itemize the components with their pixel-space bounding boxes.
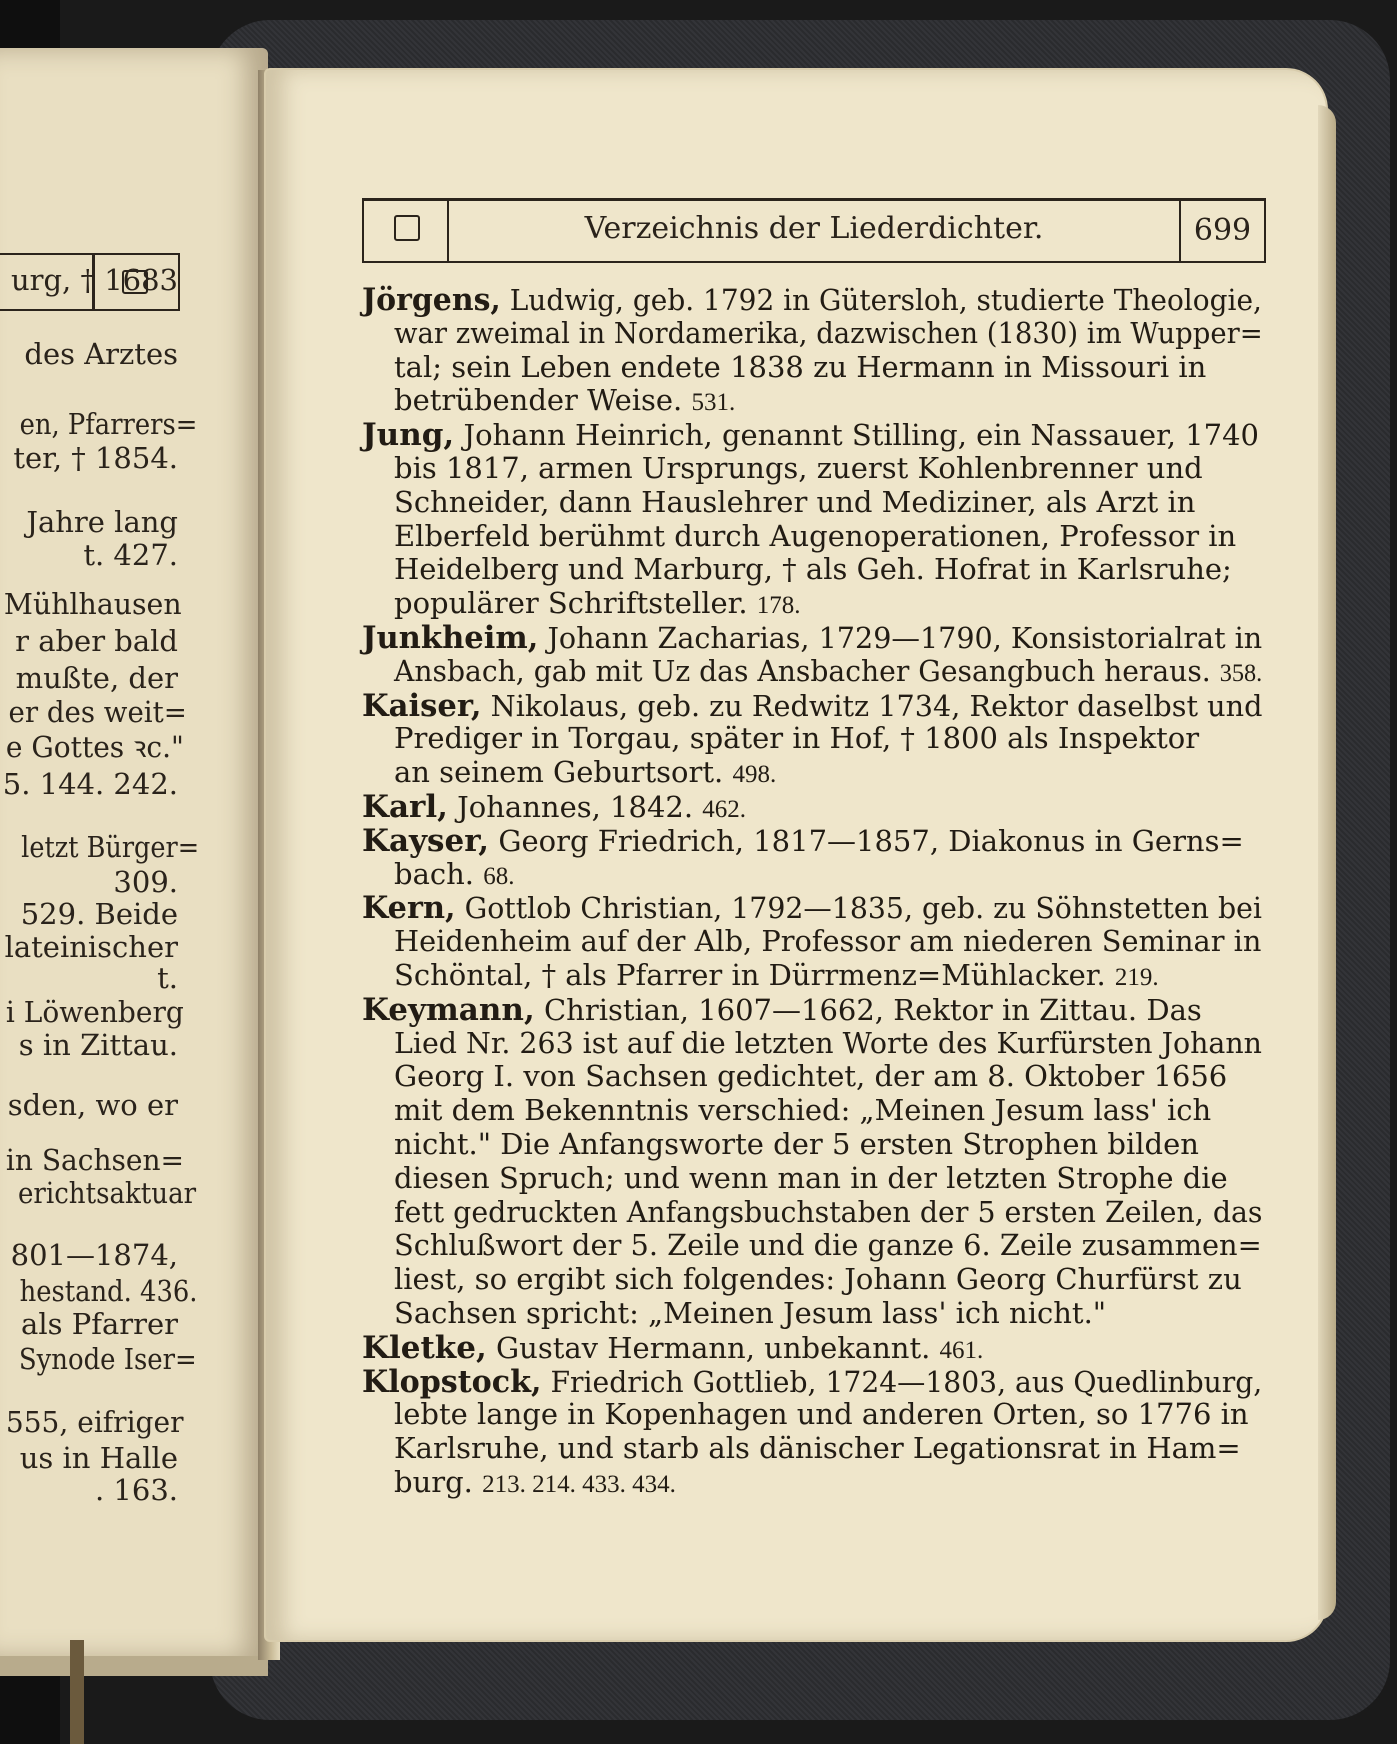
entry-text: Johann Heinrich, genannt Stilling, ein Nassauer, 1740 xyxy=(463,418,1259,453)
entry-name: Keymann, xyxy=(362,991,535,1028)
entry-text: liest, so ergibt sich folgendes: Johann Georg Churfürst zu xyxy=(394,1262,1242,1297)
entry-text: tal; sein Leben endete 1838 zu Hermann in Missouri in xyxy=(394,349,1207,384)
right-page-edge xyxy=(1318,105,1336,1620)
hymn-reference-numbers: 461. xyxy=(939,1336,984,1364)
left-page-line: t. xyxy=(157,961,178,995)
entry-text: nicht." Die Anfangsworte der 5 ersten Strophen bilden xyxy=(394,1127,1199,1161)
left-page-line: als Pfarrer xyxy=(21,1307,178,1341)
entry-text: diesen Spruch; und wenn man in der letzten Strophe die xyxy=(394,1160,1228,1195)
entry-line xyxy=(394,1397,1249,1432)
entry-line xyxy=(394,383,736,418)
entry-text: Christian, 1607—1662, Rektor in Zittau. Das xyxy=(543,992,1202,1027)
entry-first-line xyxy=(362,417,1259,454)
left-page-line: letzt Bürger= xyxy=(21,830,200,864)
entry-first-line xyxy=(362,687,1263,724)
entry-text: Johann Zacharias, 1729—1790, Konsistorialrat in xyxy=(547,621,1263,655)
entry-line xyxy=(394,586,801,621)
entry-name: Kern, xyxy=(362,890,456,927)
entry-line xyxy=(394,1296,1107,1330)
entry-text: Friedrich Gottlieb, 1724—1803, aus Quedlinburg, xyxy=(550,1364,1263,1399)
entry-name: Jörgens, xyxy=(362,282,501,318)
entry-line xyxy=(394,349,1207,384)
entry-first-line xyxy=(362,1363,1263,1400)
left-page-line: t. 427. xyxy=(83,538,178,572)
entry-text: Sachsen spricht: „Meinen Jesum lass' ich nicht." xyxy=(394,1296,1107,1330)
entry-text: lebte lange in Kopenhagen und anderen Orten, so 1776 in xyxy=(394,1397,1249,1432)
entry-text: Georg Friedrich, 1817—1857, Diakonus in Gerns= xyxy=(498,823,1244,858)
entry-line xyxy=(394,315,1263,350)
entry-text: mit dem Bekenntnis verschied: „Meinen Jesum lass' ich xyxy=(394,1093,1212,1128)
entry-text: Schlußwort der 5. Zeile und die ganze 6. Zeile zusammen= xyxy=(394,1228,1262,1263)
hymn-reference-numbers: 219. xyxy=(1114,964,1159,991)
entry-first-line xyxy=(362,1329,984,1366)
entry-line xyxy=(394,451,1203,485)
entry-text: Georg I. von Sachsen gedichtet, der am 8. Oktober 1656 xyxy=(394,1059,1228,1094)
entry-line xyxy=(394,1431,1241,1466)
entry-line xyxy=(394,924,1262,959)
left-page-line: en, Pfarrers= xyxy=(19,407,198,441)
left-page-line: 801—1874, xyxy=(10,1238,178,1272)
entry-first-line xyxy=(362,789,747,825)
entry-line xyxy=(394,484,1196,519)
left-page-line: erichtsaktuar xyxy=(17,1176,197,1210)
entry-line xyxy=(394,653,1263,688)
entry-text: Karlsruhe, und starb als dänischer Legationsrat in Ham= xyxy=(394,1431,1241,1466)
hymn-reference-numbers: 462. xyxy=(702,796,747,823)
entry-text: Heidenheim auf der Alb, Professor am niederen Seminar in xyxy=(394,924,1262,959)
page-header xyxy=(362,198,1266,263)
entry-line xyxy=(394,518,1237,553)
entry-line xyxy=(394,958,1159,992)
left-page-line: us in Halle xyxy=(19,1441,178,1475)
left-page-line: Synode Iser= xyxy=(18,1342,197,1376)
hymn-reference-numbers: 358. xyxy=(1219,659,1263,687)
entry-name: Kletke, xyxy=(362,1329,487,1366)
entry-name: Kaiser, xyxy=(362,687,482,724)
left-page-line: s in Zittau. xyxy=(18,1028,178,1062)
entry-line xyxy=(394,1025,1262,1060)
entry-text: burg. xyxy=(394,1465,473,1499)
entry-text: an seinem Geburtsort. xyxy=(394,755,724,790)
entry-line xyxy=(394,552,1232,587)
left-page-line: 529. Beide xyxy=(20,897,178,931)
entry-text: Heidelberg und Marburg, † als Geh. Hofrat in Karlsruhe; xyxy=(394,552,1232,587)
left-page-line: i Löwenberg xyxy=(5,995,184,1029)
entry-text: populärer Schriftsteller. xyxy=(394,586,748,621)
square-ornament-icon xyxy=(394,215,420,241)
hymn-reference-numbers: 178. xyxy=(756,592,801,620)
left-page-line: hestand. 436. xyxy=(19,1274,198,1308)
left-page-line: er des weit= xyxy=(8,695,187,729)
entry-first-line xyxy=(362,991,1202,1028)
entry-line xyxy=(394,721,1200,756)
entry-first-line xyxy=(362,282,1262,318)
hymn-reference-numbers: 213. 214. 433. 434. xyxy=(482,1471,676,1498)
entry-text: betrübender Weise. xyxy=(394,383,683,418)
entry-first-line xyxy=(362,890,1262,927)
entry-name: Klopstock, xyxy=(362,1363,542,1400)
entry-name: Kayser, xyxy=(362,822,490,859)
entry-text: Nikolaus, geb. zu Redwitz 1734, Rektor daselbst und xyxy=(490,688,1263,723)
left-page-line: lateinischer xyxy=(4,930,178,964)
entry-line xyxy=(394,1228,1262,1263)
entry-text: Ludwig, geb. 1792 in Gütersloh, studierte Theologie, xyxy=(509,283,1262,317)
left-page-line: urg, † 1683 xyxy=(10,263,178,297)
entry-line xyxy=(394,755,777,790)
entry-line xyxy=(394,1093,1212,1128)
entry-line xyxy=(394,1160,1228,1195)
entry-line xyxy=(394,1194,1263,1229)
entry-text: bis 1817, armen Ursprungs, zuerst Kohlenbrenner und xyxy=(394,451,1203,485)
left-page-line: 555, eifriger xyxy=(5,1405,184,1439)
hymn-reference-numbers: 498. xyxy=(732,761,777,789)
left-page-line: 5. 144. 242. xyxy=(2,767,178,801)
left-page-line: Mühlhausen xyxy=(3,587,182,621)
entry-text: war zweimal in Nordamerika, dazwischen (1830) im Wupper= xyxy=(394,315,1263,350)
left-page-line: mußte, der xyxy=(15,661,178,695)
left-page-line: Jahre lang xyxy=(26,505,178,539)
left-page-line: . 163. xyxy=(94,1473,178,1507)
hymn-reference-numbers: 531. xyxy=(691,389,736,417)
entry-line xyxy=(394,1127,1199,1161)
left-page-line: ter, † 1854. xyxy=(13,441,178,475)
left-page-line: sden, wo er xyxy=(7,1088,178,1122)
left-page-line: 309. xyxy=(113,865,178,899)
left-page-edge xyxy=(0,1656,268,1676)
entry-text: fett gedruckten Anfangsbuchstaben der 5 ersten Zeilen, das xyxy=(394,1194,1263,1229)
left-page-line: des Arztes xyxy=(24,337,178,371)
entry-name: Junkheim, xyxy=(362,620,539,656)
entry-line xyxy=(394,1465,676,1499)
entry-name: Jung, xyxy=(362,417,455,454)
entry-line xyxy=(394,1262,1242,1297)
entry-text: Johannes, 1842. xyxy=(457,790,694,824)
entry-text: Schöntal, † als Pfarrer in Dürrmenz=Mühlacker. xyxy=(394,958,1106,992)
entry-text: Schneider, dann Hauslehrer und Mediziner, als Arzt in xyxy=(394,484,1196,519)
left-page-line: e Gottes ꝛc." xyxy=(5,730,184,764)
left-page-line: in Sachsen= xyxy=(5,1143,185,1177)
entry-text: bach. xyxy=(394,856,474,891)
entry-line xyxy=(394,1059,1228,1094)
entry-text: Gottlob Christian, 1792—1835, geb. zu Söhnstetten bei xyxy=(464,891,1262,926)
page-number: 699 xyxy=(1193,213,1252,248)
entry-text: Elberfeld berühmt durch Augenoperationen, Professor in xyxy=(394,518,1237,553)
left-page xyxy=(0,48,268,1658)
entry-text: Prediger in Torgau, später in Hof, † 1800 als Inspektor xyxy=(394,721,1200,756)
page-title: Verzeichnis der Liederdichter. xyxy=(584,211,1044,246)
bookmark-ribbon xyxy=(70,1640,84,1744)
entry-text: Lied Nr. 263 ist auf die letzten Worte des Kurfürsten Johann xyxy=(394,1025,1262,1060)
entry-text: Ansbach, gab mit Uz das Ansbacher Gesangbuch heraus. xyxy=(394,653,1211,688)
entry-first-line xyxy=(362,822,1244,859)
hymn-reference-numbers: 68. xyxy=(483,862,515,890)
entry-line xyxy=(394,856,515,891)
entry-name: Karl, xyxy=(362,789,448,825)
left-page-line: r aber bald xyxy=(15,624,178,658)
entry-text: Gustav Hermann, unbekannt. xyxy=(495,1330,931,1365)
entry-first-line xyxy=(362,620,1263,656)
